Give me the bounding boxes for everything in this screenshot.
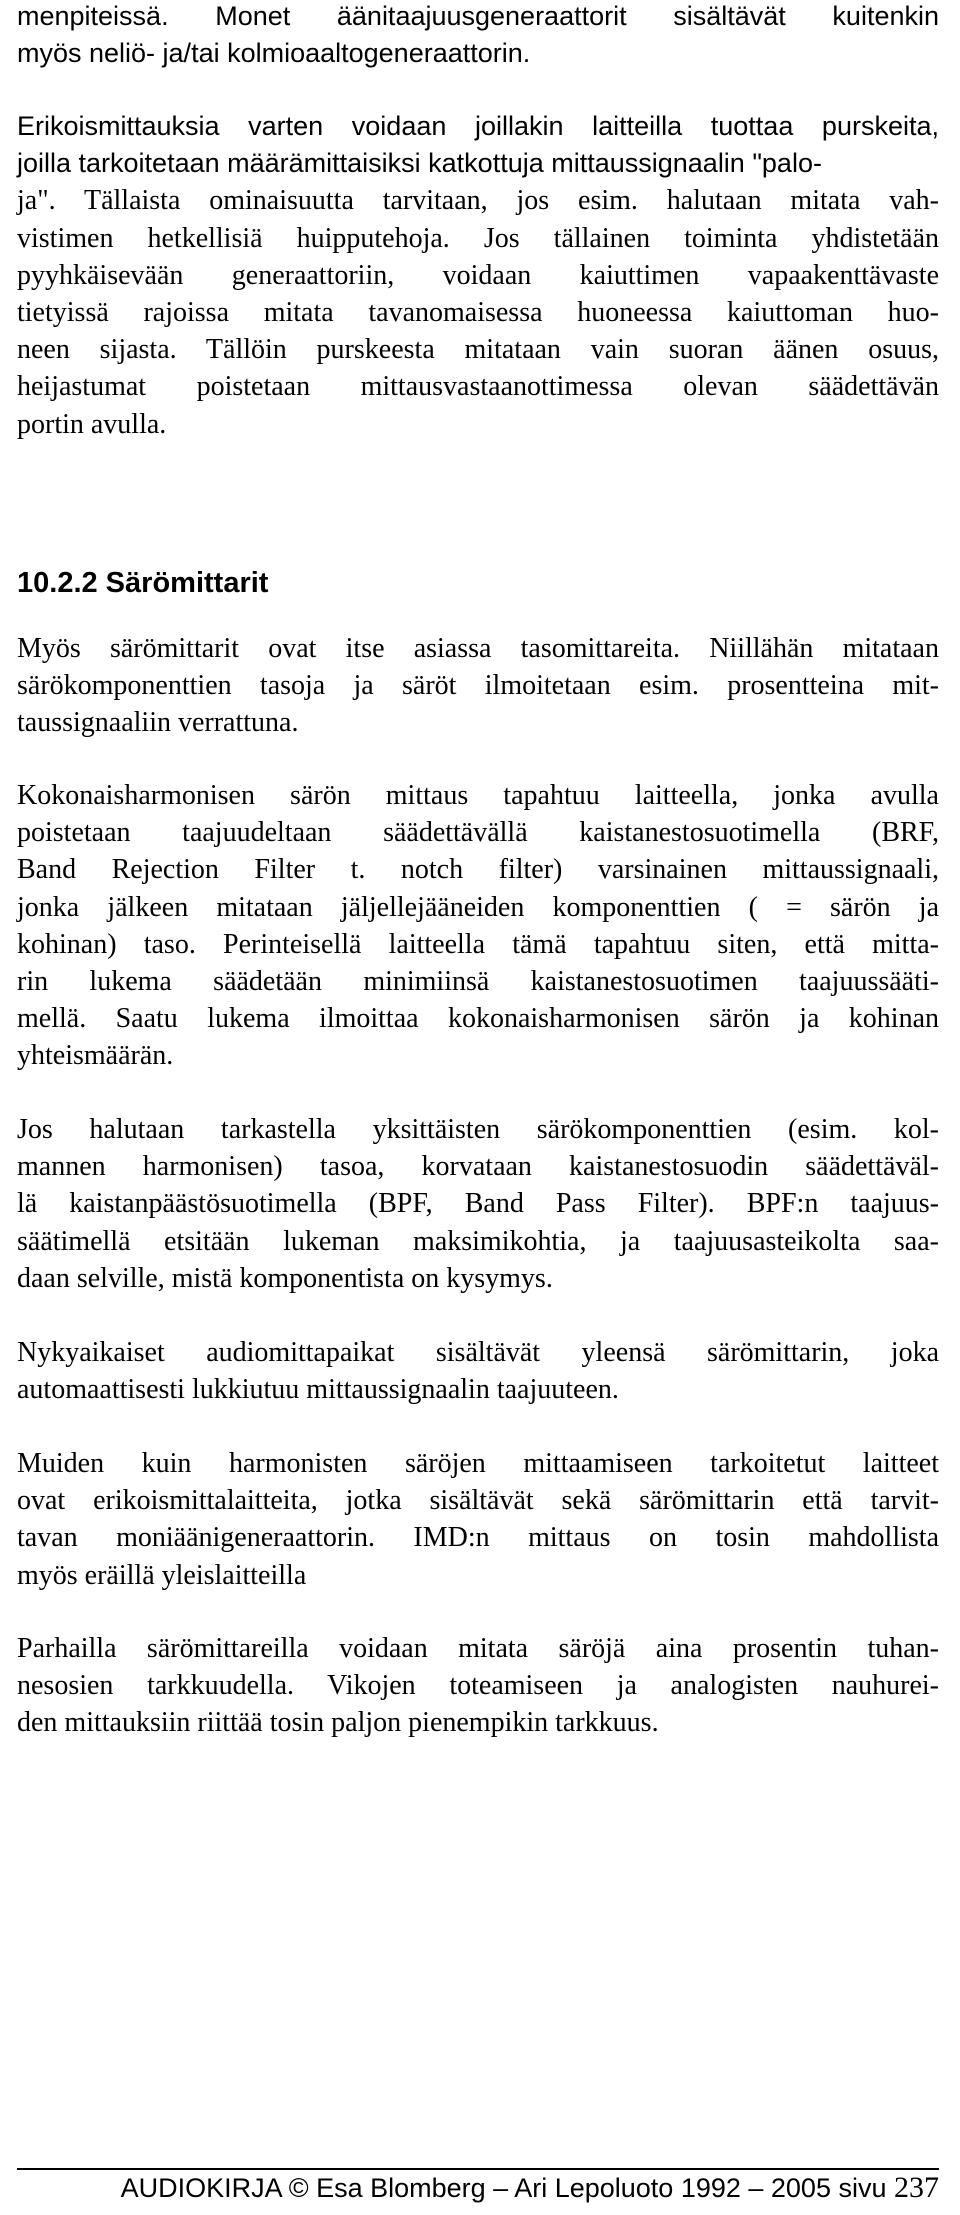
text-line: daan selville, mistä komponentista on kysymys. (17, 1262, 553, 1294)
text-line: mellä. Saatu lukema ilmoittaa kokonaisharmonisen särön ja kohinan (17, 1003, 939, 1035)
text-line: särökomponenttien tasoja ja säröt ilmoitetaan esim. prosentteina mit- (17, 670, 939, 702)
paragraph (17, 0, 939, 72)
text-line: pyyhkäisevään generaattoriin, voidaan kaiuttimen vapaakenttävaste (17, 259, 939, 291)
text-line: Band Rejection Filter t. notch filter) varsinainen mittaussignaali, (17, 854, 939, 886)
section-heading: 10.2.2 Särömittarit (17, 567, 269, 599)
paragraph (17, 630, 939, 742)
text-line: Jos halutaan tarkastella yksittäisten särökomponenttien (esim. kol- (17, 1114, 939, 1145)
text-line: poistetaan taajuudeltaan säädettävällä kaistanestosuotimella (BRF, (17, 817, 939, 849)
text-line: den mittauksiin riittää tosin paljon pienempikin tarkkuus. (17, 1707, 659, 1739)
text-line: neen sijasta. Tällöin purskeesta mitataan vain suoran äänen osuus, (17, 334, 939, 366)
text-line: tietyissä rajoissa mitata tavanomaisessa huoneessa kaiuttoman huo- (17, 297, 939, 329)
text-line: rin lukema säädetään minimiinsä kaistanestosuotimen taajuussääti- (17, 966, 939, 998)
text-line: tavan moniäänigeneraattorin. IMD:n mittaus on tosin mahdollista (17, 1522, 939, 1554)
paragraph (17, 1334, 939, 1408)
text-line: mannen harmonisen) tasoa, korvataan kaistanestosuodin säädettäväl- (17, 1151, 939, 1183)
text-line: ja". Tällaista ominaisuutta tarvitaan, jos esim. halutaan mitata vah- (17, 185, 939, 217)
text-line: Kokonaisharmonisen särön mittaus tapahtuu laitteella, jonka avulla (17, 780, 939, 811)
text-line: yhteismäärän. (17, 1040, 174, 1072)
text-line: Erikoismittauksia varten voidaan joillakin laitteilla tuottaa purskeita, (17, 111, 939, 141)
text-line: ovat erikoismittalaitteita, jotka sisältävät sekä särömittarin että tarvit- (17, 1485, 939, 1517)
text-line: Parhailla särömittareilla voidaan mitata säröjä aina prosentin tuhan- (17, 1633, 939, 1664)
text-line: menpiteissä. Monet äänitaajuusgeneraattorit sisältävät kuitenkin (17, 1, 939, 31)
footer-rule (17, 2168, 939, 2170)
text-line: Myös särömittarit ovat itse asiassa tasomittareita. Niillähän mitataan (17, 633, 939, 664)
text-line: jonka jälkeen mitataan jäljellejääneiden komponenttien ( = särön ja (17, 891, 939, 923)
text-line: myös neliö- ja/tai kolmioaaltogeneraattorin. (17, 38, 531, 69)
text-line: kohinan) taso. Perinteisellä laitteella tämä tapahtuu siten, että mitta- (17, 928, 939, 960)
text-line: heijastumat poistetaan mittausvastaanottimessa olevan säädettävän (17, 371, 939, 403)
text-line: taussignaaliin verrattuna. (17, 707, 299, 739)
paragraph (17, 1445, 939, 1594)
paragraph (17, 108, 939, 443)
text-line: lä kaistanpäästösuotimella (BPF, Band Pass Filter). BPF:n taajuus- (17, 1188, 939, 1220)
page-number: 237 (894, 2171, 939, 2204)
text-line: myös eräillä yleislaitteilla (17, 1559, 307, 1591)
paragraph (17, 1111, 939, 1297)
text-line: Muiden kuin harmonisten säröjen mittaamiseen tarkoitetut laitteet (17, 1448, 939, 1479)
text-line: Nykyaikaiset audiomittapaikat sisältävät yleensä särömittarin, joka (17, 1337, 939, 1368)
text-line: nesosien tarkkuudella. Vikojen toteamiseen ja analogisten nauhurei- (17, 1670, 939, 1702)
page-footer (121, 2171, 939, 2205)
text-line: vistimen hetkellisiä huipputehoja. Jos tällainen toiminta yhdistetään (17, 222, 939, 254)
text-line: säätimellä etsitään lukeman maksimikohtia, ja taajuusasteikolta saa- (17, 1225, 939, 1257)
footer-text: AUDIOKIRJA © Esa Blomberg – Ari Lepoluoto 1992 – 2005 sivu (120, 2173, 887, 2203)
text-line: joilla tarkoitetaan määrämittaisiksi katkottuja mittaussignaalin "palo- (17, 148, 822, 179)
paragraph (17, 1630, 939, 1742)
paragraph (17, 777, 939, 1075)
text-line: automaattisesti lukkiutuu mittaussignaalin taajuuteen. (17, 1374, 619, 1406)
text-line: portin avulla. (17, 408, 167, 440)
